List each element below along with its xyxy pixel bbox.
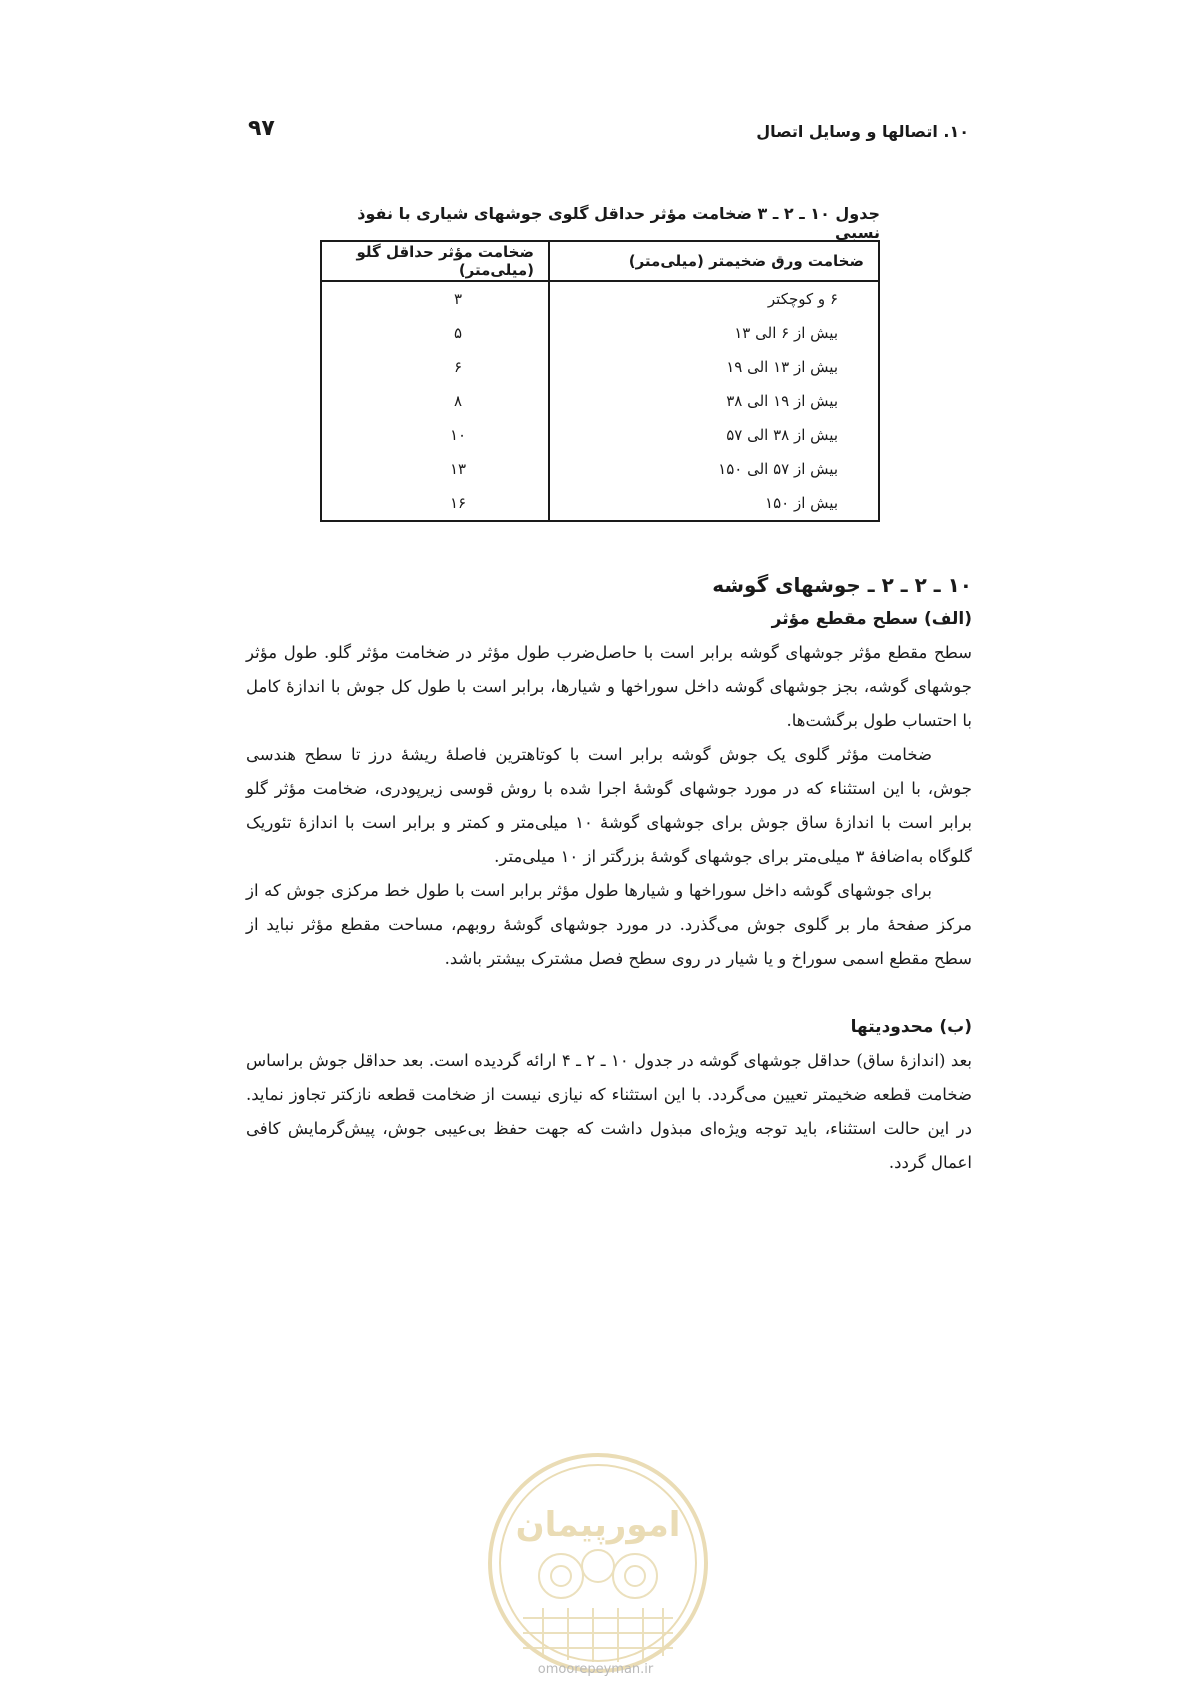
table-cell-plate: بیش از ۶ الی ۱۳ xyxy=(549,316,879,350)
paragraph: برای جوشهای گوشه داخل سوراخها و شیارها طول مؤثر برابر است با طول خط مرکزی جوش که از مرکز صفحهٔ مار بر گلوی جوش می‌گذرد. در مورد جوشهای گوشهٔ روبهم، مساحت مقطع مؤثر نباید از سطح مقطع اسمی سوراخ و یا شیار در روی سطح فصل مشترک بیشتر باشد. xyxy=(246,881,972,968)
running-header-title: ۱۰. اتصالها و وسایل اتصال xyxy=(756,122,969,141)
table-cell-throat: ۶ xyxy=(453,358,463,376)
table-header-plate-thickness: ضخامت ورق ضخیمتر (میلی‌متر) xyxy=(549,241,879,281)
table-row xyxy=(321,281,879,316)
table-cell-throat: ۸ xyxy=(453,392,463,410)
table-row xyxy=(321,316,879,350)
subsection-heading-b: (ب) محدودیتها xyxy=(850,1017,972,1037)
subsection-heading-a: (الف) سطح مقطع مؤثر xyxy=(771,609,972,629)
page-header xyxy=(248,116,969,152)
paragraph: ضخامت مؤثر گلوی یک جوش گوشه برابر است با کوتاهترین فاصلهٔ ریشهٔ درز تا سطح هندسی جوش، با این استثناء که در مورد جوشهای گوشهٔ اجرا شده با روش قوسی زیرپودری، ضخامت مؤثر گلو برابر است با اندازهٔ ساق جوش برای جوشهای گوشهٔ ۱۰ میلی‌متر و کمتر و برابر است با اندازهٔ تئوریک گلوگاه به‌اضافهٔ ۳ میلی‌متر برای جوشهای گوشهٔ بزرگتر از ۱۰ میلی‌متر. xyxy=(246,745,972,866)
section-heading: ۱۰ ـ ۲ ـ ۲ ـ جوشهای گوشه xyxy=(712,573,972,597)
table-cell-plate: بیش از ۱۳ الی ۱۹ xyxy=(549,350,879,384)
watermark-logo xyxy=(483,1448,713,1678)
table-row xyxy=(321,486,879,521)
table-cell-throat: ۳ xyxy=(453,290,463,308)
table-cell-throat: ۱۶ xyxy=(449,494,467,512)
table-cell-throat: ۵ xyxy=(453,324,463,342)
watermark-text: امورپیمان xyxy=(515,1505,681,1545)
table-row xyxy=(321,350,879,384)
table-cell-throat: ۱۰ xyxy=(449,426,467,444)
table-cell-plate: بیش از ۱۹ الی ۳۸ xyxy=(549,384,879,418)
table-header-row xyxy=(321,241,879,281)
table-row xyxy=(321,452,879,486)
table-cell-throat: ۱۳ xyxy=(449,460,467,478)
table-cell-plate: ۶ و کوچکتر xyxy=(549,281,879,316)
body-content xyxy=(246,568,972,1180)
page-number: ۹۷ xyxy=(248,116,275,141)
table-cell-plate: بیش از ۳۸ الی ۵۷ xyxy=(549,418,879,452)
weld-thickness-table xyxy=(320,240,880,522)
paragraph: بعد (اندازهٔ ساق) حداقل جوشهای گوشه در جدول ۱۰ ـ ۲ ـ ۴ ارائه گردیده است. بعد حداقل جوش براساس ضخامت قطعه ضخیمتر تعیین می‌گردد. با این استثناء که نیازی نیست از ضخامت قطعه نازکتر تجاوز نماید. در این حالت استثناء، باید توجه ویژه‌ای مبذول داشت که جهت حفظ بی‌عیبی جوش، پیش‌گرمایش کافی اعمال گردد. xyxy=(246,1051,973,1172)
table-caption: جدول ۱۰ ـ ۲ ـ ۳ ضخامت مؤثر حداقل گلوی جوشهای شیاری با نفوذ نسبی xyxy=(357,204,880,242)
table-cell-plate: بیش از ۵۷ الی ۱۵۰ xyxy=(549,452,879,486)
watermark-url: omoorepeyman.ir xyxy=(537,1662,654,1677)
paragraph: سطح مقطع مؤثر جوشهای گوشه برابر است با حاصل‌ضرب طول مؤثر در ضخامت مؤثر گلو. طول مؤثر جوشهای گوشه، بجز جوشهای گوشه داخل سوراخها و شیارها، برابر است با طول کل جوش با اندازهٔ کامل با احتساب طول برگشت‌ها. xyxy=(246,643,972,730)
table-header-throat-thickness: ضخامت مؤثر حداقل گلو (میلی‌متر) xyxy=(321,241,549,281)
table-row xyxy=(321,418,879,452)
table-row xyxy=(321,384,879,418)
table-cell-plate: بیش از ۱۵۰ xyxy=(549,486,879,521)
